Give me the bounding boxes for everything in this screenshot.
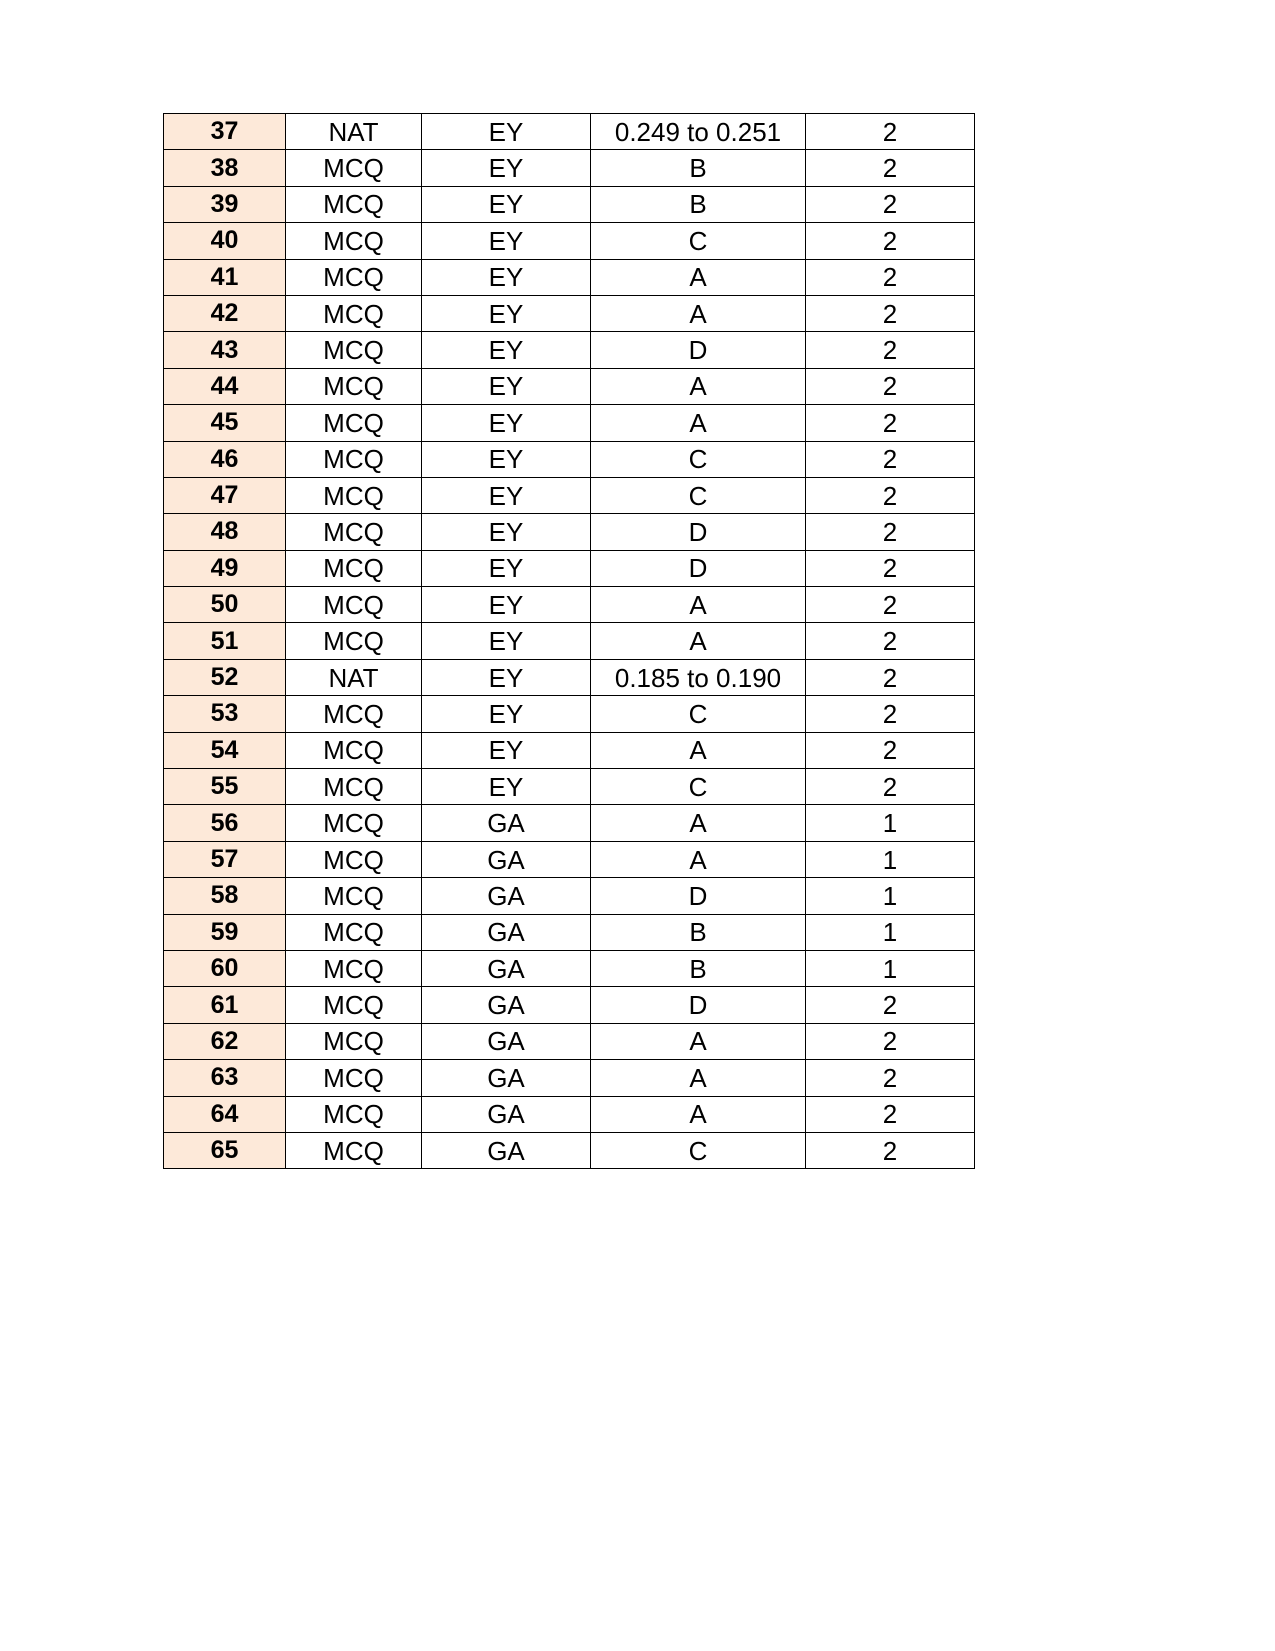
section-cell: EY [422,477,591,513]
marks-cell: 2 [806,659,975,695]
question-number-cell: 40 [164,223,286,259]
marks-cell: 2 [806,1132,975,1168]
section-cell: EY [422,550,591,586]
question-type-cell: MCQ [286,1023,422,1059]
answer-key-cell: A [591,1096,806,1132]
table-row [164,1023,975,1059]
marks-cell: 2 [806,769,975,805]
answer-key-cell: A [591,259,806,295]
question-type-cell: MCQ [286,878,422,914]
table-row [164,914,975,950]
marks-cell: 2 [806,514,975,550]
question-type-cell: MCQ [286,805,422,841]
section-cell: EY [422,332,591,368]
question-type-cell: MCQ [286,477,422,513]
question-type-cell: MCQ [286,1096,422,1132]
question-number-cell: 46 [164,441,286,477]
question-number-cell: 52 [164,659,286,695]
table-row [164,732,975,768]
question-type-cell: MCQ [286,1060,422,1096]
question-number-cell: 57 [164,841,286,877]
marks-cell: 2 [806,405,975,441]
marks-cell: 2 [806,477,975,513]
question-type-cell: NAT [286,114,422,150]
answer-key-cell: C [591,1132,806,1168]
question-type-cell: MCQ [286,696,422,732]
table-row [164,950,975,986]
table-row [164,441,975,477]
table-row [164,368,975,404]
answer-key-cell: A [591,1060,806,1096]
question-number-cell: 45 [164,405,286,441]
question-number-cell: 59 [164,914,286,950]
section-cell: EY [422,732,591,768]
section-cell: GA [422,950,591,986]
answer-key-cell: D [591,514,806,550]
question-type-cell: MCQ [286,514,422,550]
question-type-cell: MCQ [286,405,422,441]
table-row [164,1060,975,1096]
question-type-cell: MCQ [286,186,422,222]
answer-key-cell: D [591,332,806,368]
question-type-cell: MCQ [286,987,422,1023]
marks-cell: 2 [806,441,975,477]
table-row [164,1132,975,1168]
marks-cell: 2 [806,732,975,768]
section-cell: EY [422,223,591,259]
marks-cell: 2 [806,186,975,222]
marks-cell: 2 [806,332,975,368]
answer-key-cell: C [591,769,806,805]
question-number-cell: 43 [164,332,286,368]
marks-cell: 2 [806,1096,975,1132]
answer-key-cell: D [591,878,806,914]
marks-cell: 1 [806,878,975,914]
marks-cell: 1 [806,841,975,877]
marks-cell: 1 [806,914,975,950]
table-row [164,186,975,222]
table-row [164,295,975,331]
table-row [164,405,975,441]
marks-cell: 2 [806,1023,975,1059]
section-cell: EY [422,696,591,732]
question-type-cell: MCQ [286,441,422,477]
answer-key-cell: B [591,150,806,186]
marks-cell: 2 [806,150,975,186]
answer-key-cell: C [591,441,806,477]
table-row [164,477,975,513]
section-cell: EY [422,405,591,441]
section-cell: EY [422,368,591,404]
question-type-cell: MCQ [286,259,422,295]
section-cell: EY [422,186,591,222]
answer-key-cell: C [591,477,806,513]
question-type-cell: MCQ [286,550,422,586]
marks-cell: 1 [806,950,975,986]
question-number-cell: 62 [164,1023,286,1059]
question-number-cell: 65 [164,1132,286,1168]
marks-cell: 2 [806,223,975,259]
question-number-cell: 55 [164,769,286,805]
question-type-cell: MCQ [286,587,422,623]
answer-key-cell: B [591,186,806,222]
marks-cell: 2 [806,1060,975,1096]
marks-cell: 2 [806,295,975,331]
question-number-cell: 47 [164,477,286,513]
answer-key-cell: A [591,623,806,659]
table-row [164,841,975,877]
table-row [164,587,975,623]
question-number-cell: 49 [164,550,286,586]
question-type-cell: MCQ [286,950,422,986]
marks-cell: 2 [806,987,975,1023]
table-row [164,623,975,659]
section-cell: GA [422,878,591,914]
section-cell: GA [422,841,591,877]
table-row [164,514,975,550]
question-number-cell: 42 [164,295,286,331]
question-number-cell: 56 [164,805,286,841]
question-number-cell: 54 [164,732,286,768]
marks-cell: 2 [806,587,975,623]
table-row [164,769,975,805]
question-number-cell: 50 [164,587,286,623]
section-cell: EY [422,769,591,805]
question-number-cell: 38 [164,150,286,186]
section-cell: GA [422,1023,591,1059]
question-number-cell: 53 [164,696,286,732]
table-row [164,878,975,914]
question-number-cell: 58 [164,878,286,914]
question-type-cell: MCQ [286,732,422,768]
section-cell: EY [422,441,591,477]
table-row [164,332,975,368]
section-cell: EY [422,623,591,659]
answer-key-cell: D [591,987,806,1023]
table-row [164,114,975,150]
marks-cell: 2 [806,114,975,150]
answer-key-rows [164,114,975,1169]
question-number-cell: 48 [164,514,286,550]
section-cell: EY [422,514,591,550]
section-cell: EY [422,295,591,331]
table-row [164,696,975,732]
table-row [164,805,975,841]
answer-key-cell: 0.185 to 0.190 [591,659,806,695]
marks-cell: 2 [806,368,975,404]
answer-key-cell: B [591,914,806,950]
section-cell: GA [422,1132,591,1168]
answer-key-cell: A [591,805,806,841]
question-type-cell: MCQ [286,295,422,331]
question-number-cell: 41 [164,259,286,295]
question-type-cell: MCQ [286,769,422,805]
table-row [164,550,975,586]
section-cell: EY [422,150,591,186]
table-row [164,259,975,295]
question-number-cell: 51 [164,623,286,659]
question-number-cell: 37 [164,114,286,150]
table-row [164,1096,975,1132]
answer-key-cell: A [591,1023,806,1059]
marks-cell: 2 [806,623,975,659]
question-type-cell: MCQ [286,223,422,259]
marks-cell: 2 [806,259,975,295]
answer-key-cell: C [591,696,806,732]
table-row [164,223,975,259]
section-cell: GA [422,987,591,1023]
answer-key-cell: C [591,223,806,259]
table-row [164,150,975,186]
answer-key-cell: A [591,732,806,768]
question-number-cell: 61 [164,987,286,1023]
question-number-cell: 39 [164,186,286,222]
question-type-cell: MCQ [286,841,422,877]
answer-key-cell: A [591,368,806,404]
section-cell: GA [422,1096,591,1132]
table-row [164,987,975,1023]
answer-key-cell: A [591,587,806,623]
answer-key-cell: D [591,550,806,586]
question-type-cell: MCQ [286,150,422,186]
question-number-cell: 63 [164,1060,286,1096]
answer-key-cell: A [591,405,806,441]
question-number-cell: 60 [164,950,286,986]
question-type-cell: MCQ [286,368,422,404]
answer-key-cell: B [591,950,806,986]
section-cell: GA [422,914,591,950]
section-cell: EY [422,259,591,295]
section-cell: EY [422,659,591,695]
section-cell: EY [422,114,591,150]
marks-cell: 2 [806,696,975,732]
marks-cell: 1 [806,805,975,841]
question-type-cell: MCQ [286,1132,422,1168]
question-type-cell: MCQ [286,332,422,368]
question-type-cell: NAT [286,659,422,695]
question-number-cell: 44 [164,368,286,404]
answer-key-cell: 0.249 to 0.251 [591,114,806,150]
question-type-cell: MCQ [286,623,422,659]
section-cell: EY [422,587,591,623]
answer-key-table [163,113,975,1169]
section-cell: GA [422,1060,591,1096]
answer-key-cell: A [591,841,806,877]
table-row [164,659,975,695]
question-type-cell: MCQ [286,914,422,950]
marks-cell: 2 [806,550,975,586]
question-number-cell: 64 [164,1096,286,1132]
section-cell: GA [422,805,591,841]
answer-key-cell: A [591,295,806,331]
